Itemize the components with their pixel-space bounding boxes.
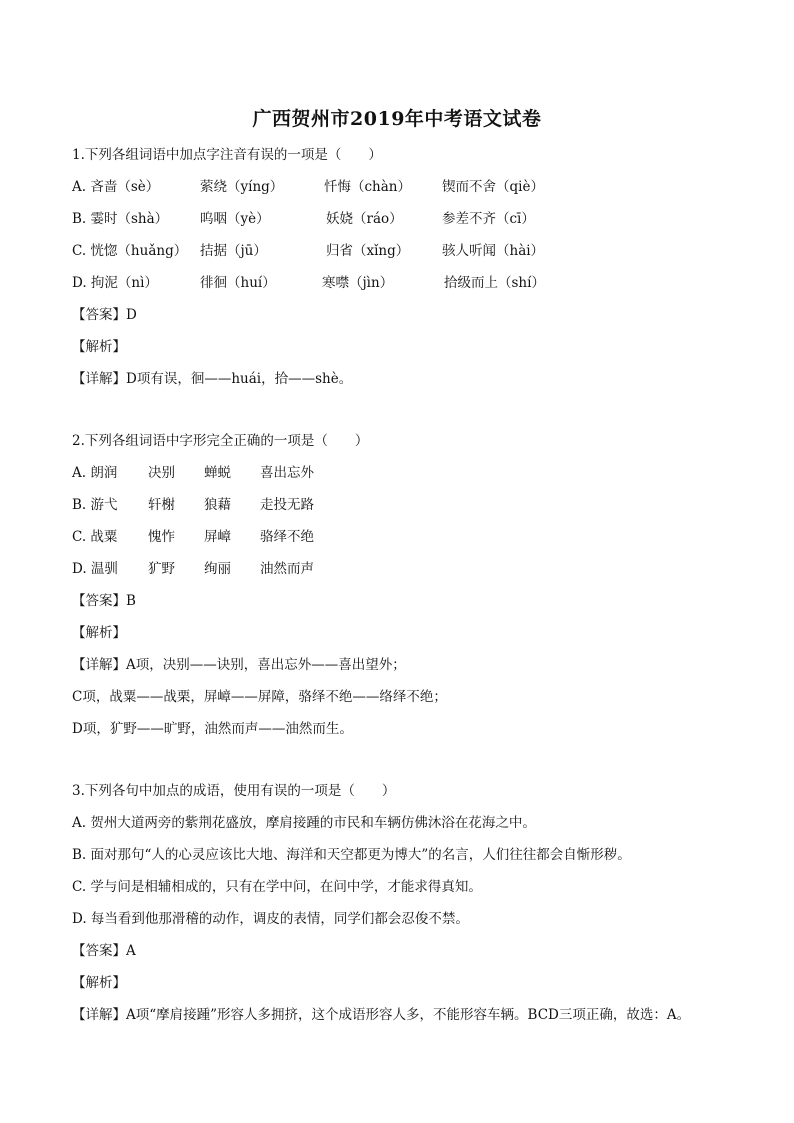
option-cell: 喜出忘外 xyxy=(260,465,314,481)
question-3-answer xyxy=(72,942,136,960)
question-1-option-d xyxy=(72,274,712,292)
option-cell: 决别 xyxy=(148,465,175,481)
option-cell: 轩榭 xyxy=(148,497,175,513)
option-cell: 呜咽（yè） xyxy=(200,211,270,227)
option-cell: 愧怍 xyxy=(148,529,175,545)
question-2-stem: 2.下列各组词语中字形完全正确的一项是（ ） xyxy=(72,433,369,449)
option-cell: 妖娆（ráo） xyxy=(326,211,403,227)
answer-tag: 【答案】 xyxy=(72,593,126,609)
question-2-option-a xyxy=(72,464,712,482)
question-1-detail xyxy=(72,370,352,388)
detail-text: D项有误，徊——huái，拾——shè。 xyxy=(126,371,353,387)
question-3-stem: 3.下列各句中加点的成语，使用有误的一项是（ ） xyxy=(72,783,396,799)
option-cell: 狼藉 xyxy=(204,497,231,513)
question-1-option-c xyxy=(72,242,712,260)
question-1-analysis-tag: 【解析】 xyxy=(72,339,126,355)
detail-text: A项，决别——诀别，喜出忘外——喜出望外； xyxy=(126,657,406,673)
option-cell: 徘徊（huí） xyxy=(200,275,276,291)
answer-value: D xyxy=(126,307,137,323)
question-2-detail-1 xyxy=(72,656,406,674)
detail-tag: 【详解】 xyxy=(72,1007,126,1023)
question-3-option-b: B. 面对那句“人的心灵应该比大地、海洋和天空都更为博大”的名言，人们往往都会自惭形秽。 xyxy=(72,847,631,863)
option-cell: 骇人听闻（hài） xyxy=(442,243,545,259)
option-cell: 屏嶂 xyxy=(204,529,231,545)
option-cell: A. 吝啬（sè） xyxy=(72,179,160,195)
option-cell: 犷野 xyxy=(148,561,175,577)
question-3-option-a: A. 贺州大道两旁的紫荆花盛放，摩肩接踵的市民和车辆仿佛沐浴在花海之中。 xyxy=(72,815,536,831)
question-1-option-a xyxy=(72,178,712,196)
question-3-option-d: D. 每当看到他那滑稽的动作，调皮的表情，同学们都会忍俊不禁。 xyxy=(72,911,469,927)
question-2-detail-2: C项，战粟——战栗，屏嶂——屏障，骆绎不绝——络绎不绝； xyxy=(72,689,447,705)
option-cell: 参差不齐（cī） xyxy=(442,211,535,227)
option-cell: 归省（xǐng） xyxy=(326,243,410,259)
answer-tag: 【答案】 xyxy=(72,943,126,959)
option-cell: B. 霎时（shà） xyxy=(72,211,169,227)
question-1-stem: 1.下列各组词语中加点字注音有误的一项是（ ） xyxy=(72,147,382,163)
option-cell: 锲而不舍（qiè） xyxy=(442,179,544,195)
option-cell: 寒噤（jìn） xyxy=(322,275,394,291)
detail-tag: 【详解】 xyxy=(72,657,126,673)
option-cell: D. 拘泥（nì） xyxy=(72,275,158,291)
question-1-answer xyxy=(72,306,137,324)
answer-value: B xyxy=(126,593,136,609)
question-2-option-d xyxy=(72,560,712,578)
option-cell: 骆绎不绝 xyxy=(260,529,314,545)
question-2-analysis-tag: 【解析】 xyxy=(72,625,126,641)
detail-text: A项“摩肩接踵”形容人多拥挤，这个成语形容人多，不能形容车辆。BCD三项正确，故选：A。 xyxy=(126,1007,691,1023)
option-cell: A. 朗润 xyxy=(72,465,118,481)
question-1-option-b xyxy=(72,210,712,228)
option-cell: 拾级而上（shí） xyxy=(444,275,545,291)
detail-tag: 【详解】 xyxy=(72,371,126,387)
option-cell: 拮据（jū） xyxy=(200,243,267,259)
question-2-option-b xyxy=(72,496,712,514)
page-title: 广西贺州市2019年中考语文试卷 xyxy=(252,108,542,130)
question-3-option-c: C. 学与问是相辅相成的，只有在学中问，在问中学，才能求得真知。 xyxy=(72,879,482,895)
question-2-option-c xyxy=(72,528,712,546)
option-cell: 油然而声 xyxy=(260,561,314,577)
question-2-answer xyxy=(72,592,136,610)
option-cell: C. 恍惚（huǎng） xyxy=(72,243,188,259)
question-3-analysis-tag: 【解析】 xyxy=(72,975,126,991)
question-3-detail xyxy=(72,1006,690,1024)
answer-value: A xyxy=(126,943,136,959)
option-cell: 萦绕（yíng） xyxy=(200,179,284,195)
answer-tag: 【答案】 xyxy=(72,307,126,323)
option-cell: 走投无路 xyxy=(260,497,314,513)
option-cell: 忏悔（chàn） xyxy=(324,179,411,195)
question-2-detail-3: D项，犷野——旷野，油然而声——油然而生。 xyxy=(72,721,353,737)
option-cell: 绚丽 xyxy=(204,561,231,577)
option-cell: C. 战粟 xyxy=(72,529,118,545)
option-cell: D. 温驯 xyxy=(72,561,118,577)
option-cell: B. 游弋 xyxy=(72,497,118,513)
option-cell: 蝉蜕 xyxy=(204,465,231,481)
